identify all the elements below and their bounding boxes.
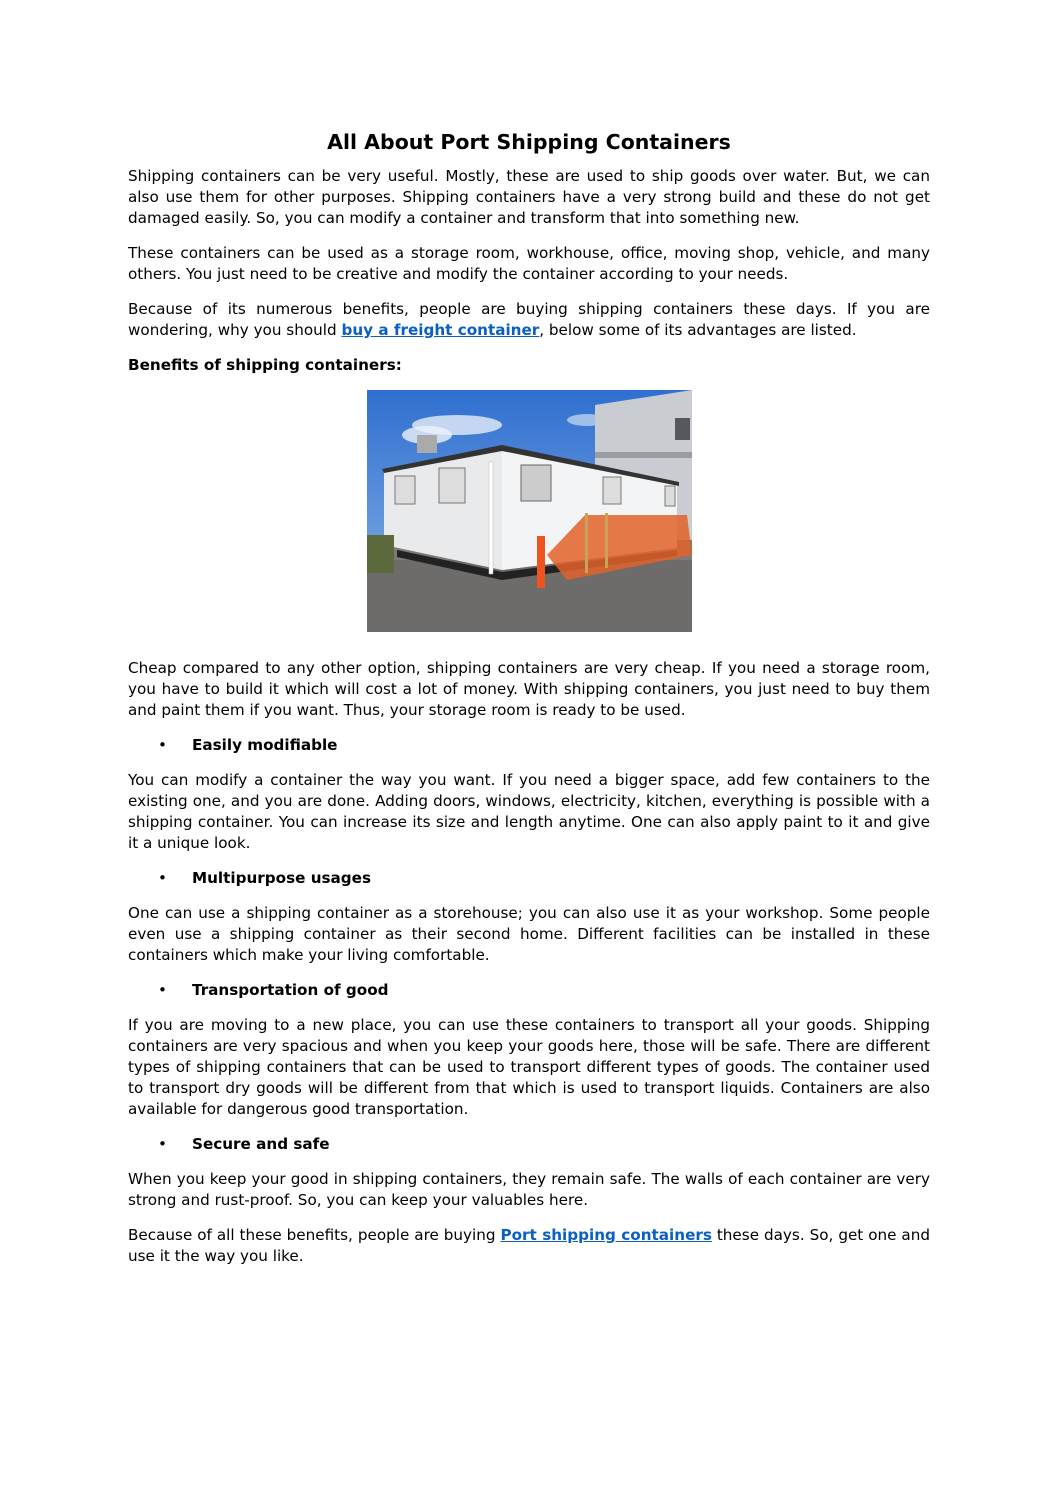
intro-paragraph: These containers can be used as a storage room, workhouse, office, moving shop, vehicle, and many others. You just need to be creative and modify the container according to your needs. bbox=[128, 244, 930, 283]
closing-paragraph: Because of all these benefits, people are buying Port shipping containers these days. So, get one and use it the way you like. bbox=[128, 1226, 930, 1265]
page-title: All About Port Shipping Containers bbox=[327, 130, 731, 154]
benefit-text: One can use a shipping container as a storehouse; you can also use it as your workshop. Some people even use a shipping container as their second home. Different facilities can be installed in these containers which make your living comfortable. bbox=[128, 904, 930, 964]
benefit-heading: • Secure and safe bbox=[128, 1134, 930, 1155]
document-page bbox=[128, 128, 930, 1281]
benefit-heading-list bbox=[128, 1134, 930, 1155]
intro-paragraph: Shipping containers can be very useful. Mostly, these are used to ship goods over water. But, we can also use them for other purposes. Shipping containers have a very strong build and these do not get damaged easily. So, you can modify a container and transform that into something new. bbox=[128, 167, 930, 227]
buy-freight-container-link[interactable]: buy a freight container bbox=[341, 321, 540, 339]
benefit-text: If you are moving to a new place, you can use these containers to transport all your goods. Shipping containers are very spacious and when you keep your goods here, those will be safe. There are different types of shipping containers that can be used to transport different types of goods. The container used to transport dry goods will be different from that which is used to transport liquids. Containers are also available for dangerous good transportation. bbox=[128, 1016, 930, 1118]
benefit-heading: • Easily modifiable bbox=[128, 735, 930, 756]
cheap-paragraph: Cheap compared to any other option, shipping containers are very cheap. If you need a storage room, you have to build it which will cost a lot of money. With shipping containers, you just need to buy them and paint them if you want. Thus, your storage room is ready to be used. bbox=[128, 659, 930, 719]
benefit-heading-list bbox=[128, 735, 930, 756]
container-office-image bbox=[367, 390, 692, 632]
benefit-heading-list bbox=[128, 868, 930, 889]
benefit-heading: • Multipurpose usages bbox=[128, 868, 930, 889]
port-shipping-containers-link[interactable]: Port shipping containers bbox=[500, 1226, 712, 1244]
container-office-photo bbox=[128, 390, 930, 632]
advantages-paragraph: Because of its numerous benefits, people are buying shipping containers these days. If you are wondering, why you should buy a freight container, below some of its advantages are listed. bbox=[128, 300, 930, 339]
benefit-text: You can modify a container the way you want. If you need a bigger space, add few containers to the existing one, and you are done. Adding doors, windows, electricity, kitchen, everything is possible with a shipping container. You can increase its size and length anytime. One can also apply paint to it and give it a unique look. bbox=[128, 771, 930, 852]
benefit-heading: • Transportation of good bbox=[128, 980, 930, 1001]
benefit-text: When you keep your good in shipping containers, they remain safe. The walls of each container are very strong and rust-proof. So, you can keep your valuables here. bbox=[128, 1170, 930, 1209]
benefit-heading-list bbox=[128, 980, 930, 1001]
benefits-heading: Benefits of shipping containers: bbox=[128, 356, 402, 374]
